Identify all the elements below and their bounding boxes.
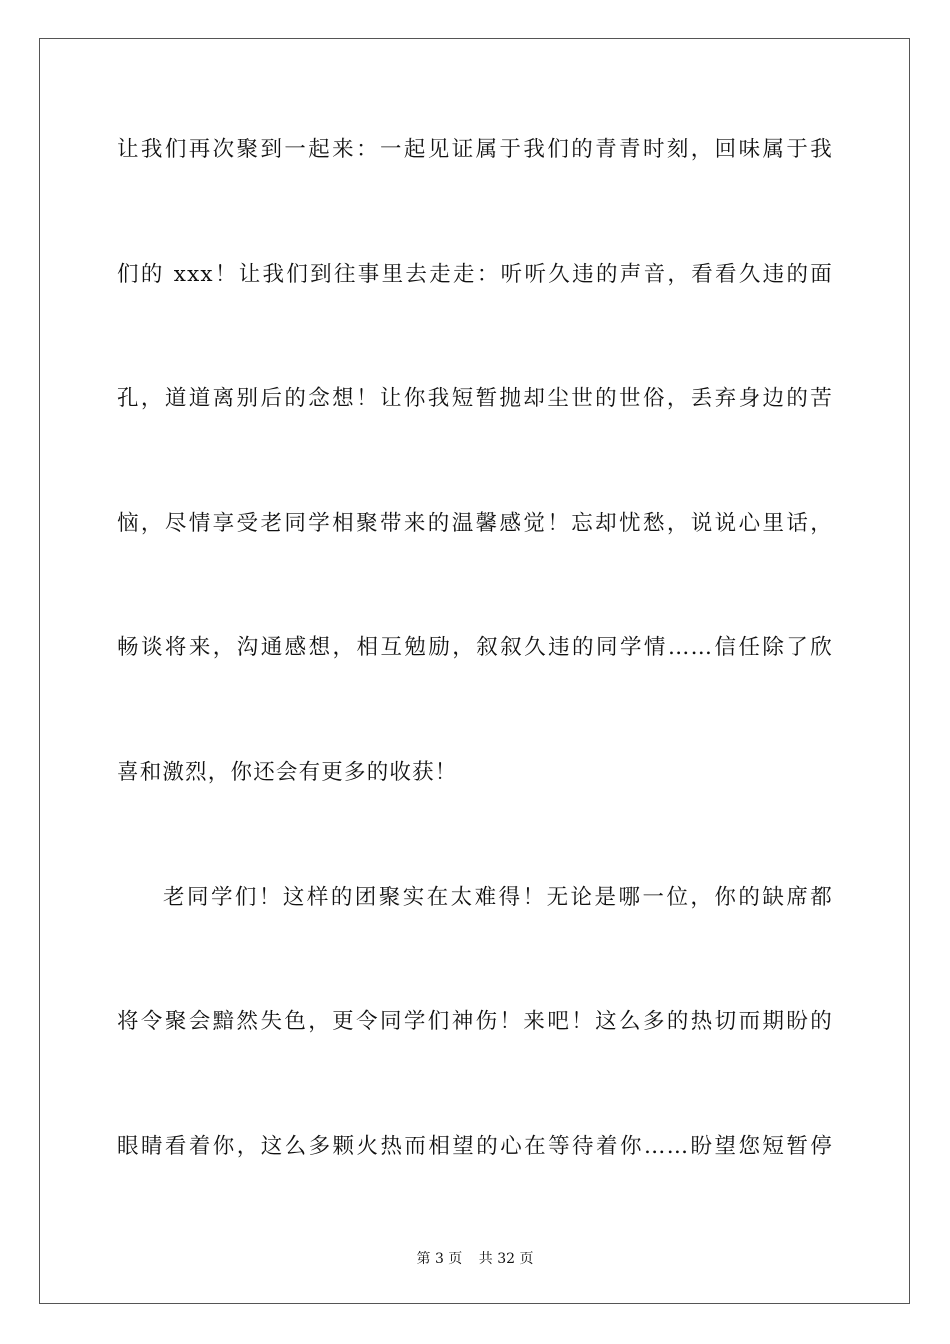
page-total: 共 32 页 [478, 1251, 534, 1267]
text-line: 喜和激烈，你还会有更多的收获！ [117, 759, 458, 785]
document-body [117, 120, 833, 1241]
page-number: 第 3 页 [416, 1251, 463, 1267]
text-line: 孔，道道离别后的念想！让你我短暂抛却尘世的世俗，丢弃身边的苦 [117, 386, 833, 412]
paragraph-start-line: 老同学们！这样的团聚实在太难得！无论是哪一位，你的缺席都 [163, 884, 833, 910]
text-line: 将令聚会黯然失色，更令同学们神伤！来吧！这么多的热切而期盼的 [117, 1009, 833, 1035]
text-line: 畅谈将来，沟通感想，相互勉励，叙叙久违的同学情……信任除了欣 [117, 635, 833, 661]
page-footer [0, 1248, 950, 1268]
text-line: 眼睛看着你，这么多颗火热而相望的心在等待着你……盼望您短暂停 [117, 1133, 833, 1159]
text-line: 们的 xxx！让我们到往事里去走走：听听久违的声音，看看久违的面 [117, 261, 833, 287]
text-line: 让我们再次聚到一起来：一起见证属于我们的青青时刻，回味属于我 [117, 137, 833, 162]
text-line: 恼，尽情享受老同学相聚带来的温馨感觉！忘却忧愁，说说心里话， [117, 510, 833, 536]
